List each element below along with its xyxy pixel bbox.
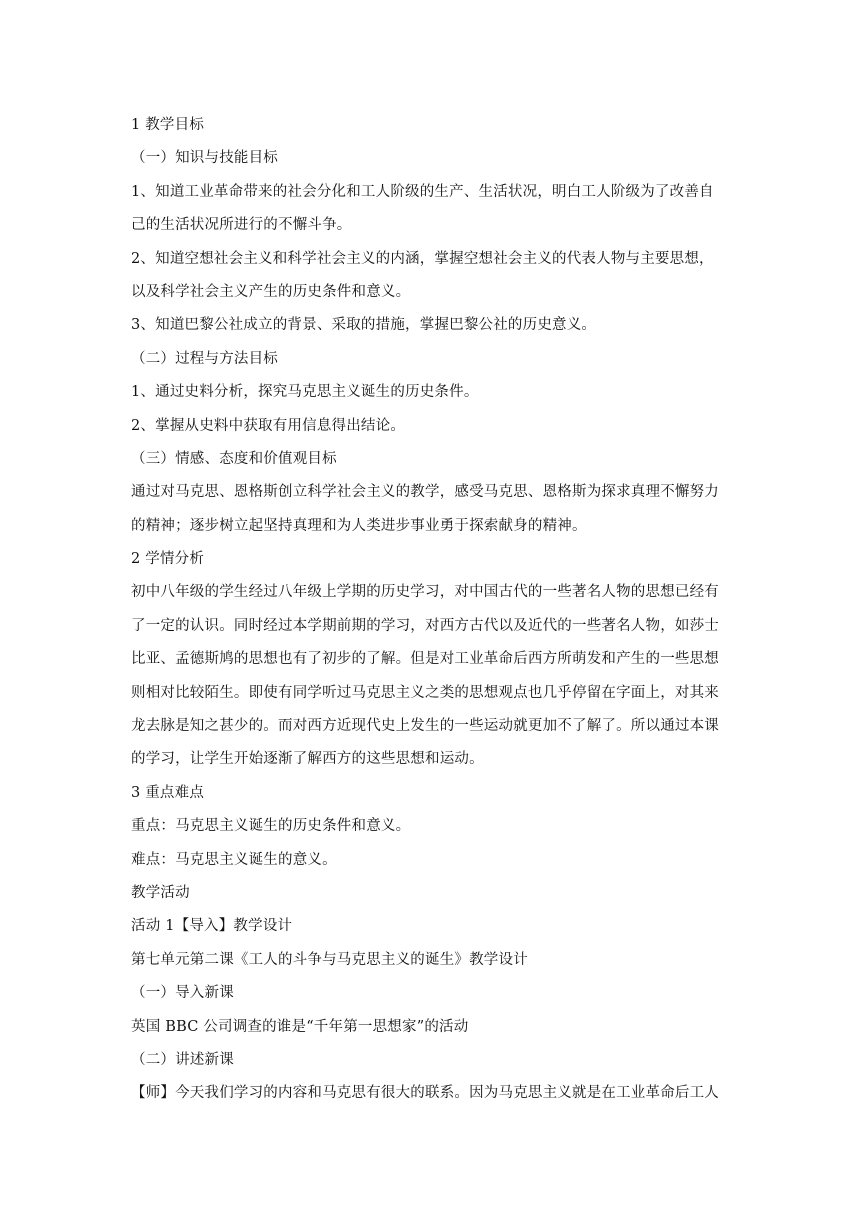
text-line: 1、知道工业革命带来的社会分化和工人阶级的生产、生活状况，明白工人阶级为了改善自	[131, 183, 714, 200]
text-line: 英国 BBC 公司调查的谁是“千年第一思想家”的活动	[131, 1018, 469, 1035]
text-line: 【师】今天我们学习的内容和马克思有很大的联系。因为马克思主义就是在工业革命后工人	[131, 1085, 719, 1102]
text-line: （二）讲述新课	[131, 1051, 234, 1068]
text-line: 的精神；逐步树立起坚持真理和为人类进步事业勇于探索献身的精神。	[131, 517, 587, 534]
text-line: 3、知道巴黎公社成立的背景、采取的措施，掌握巴黎公社的历史意义。	[131, 317, 597, 334]
text-line: 比亚、孟德斯鸠的思想也有了初步的了解。但是对工业革命后西方所萌发和产生的一些思想	[131, 651, 719, 668]
text-line: 以及科学社会主义产生的历史条件和意义。	[131, 283, 411, 300]
text-line: 2、掌握从史料中获取有用信息得出结论。	[131, 417, 406, 434]
text-line: 活动 1【导入】教学设计	[131, 918, 293, 935]
text-line: 重点：马克思主义诞生的历史条件和意义。	[131, 818, 411, 835]
text-line: 教学活动	[131, 884, 190, 901]
text-line: （一）知识与技能目标	[131, 150, 278, 167]
text-line: 通过对马克思、恩格斯创立科学社会主义的教学，感受马克思、恩格斯为探求真理不懈努力	[131, 484, 719, 501]
text-line: 龙去脉是知之甚少的。而对西方近现代史上发生的一些运动就更加不了解了。所以通过本课	[131, 718, 719, 735]
text-line: 了一定的认识。同时经过本学期前期的学习，对西方古代以及近代的一些著名人物，如莎士	[131, 617, 719, 634]
text-line: 己的生活状况所进行的不懈斗争。	[131, 217, 352, 234]
text-line: 初中八年级的学生经过八年级上学期的历史学习，对中国古代的一些著名人物的思想已经有	[131, 584, 719, 601]
text-line: （一）导入新课	[131, 985, 234, 1002]
text-line: 1 教学目标	[131, 117, 205, 133]
text-line: 2 学情分析	[131, 551, 205, 568]
text-line: （二）过程与方法目标	[131, 350, 278, 367]
text-line: （三）情感、态度和价值观目标	[131, 450, 337, 467]
text-line: 2、知道空想社会主义和科学社会主义的内涵，掌握空想社会主义的代表人物与主要思想，	[131, 250, 714, 267]
text-line: 的学习，让学生开始逐渐了解西方的这些思想和运动。	[131, 751, 484, 768]
text-line: 1、通过史料分析，探究马克思主义诞生的历史条件。	[131, 384, 479, 401]
text-line: 第七单元第二课《工人的斗争与马克思主义的诞生》教学设计	[131, 951, 528, 968]
document-body	[131, 109, 731, 1111]
text-line: 难点：马克思主义诞生的意义。	[131, 851, 337, 868]
text-line: 则相对比较陌生。即使有同学听过马克思主义之类的思想观点也几乎停留在字面上，对其来	[131, 684, 719, 701]
text-line: 3 重点难点	[131, 784, 205, 801]
